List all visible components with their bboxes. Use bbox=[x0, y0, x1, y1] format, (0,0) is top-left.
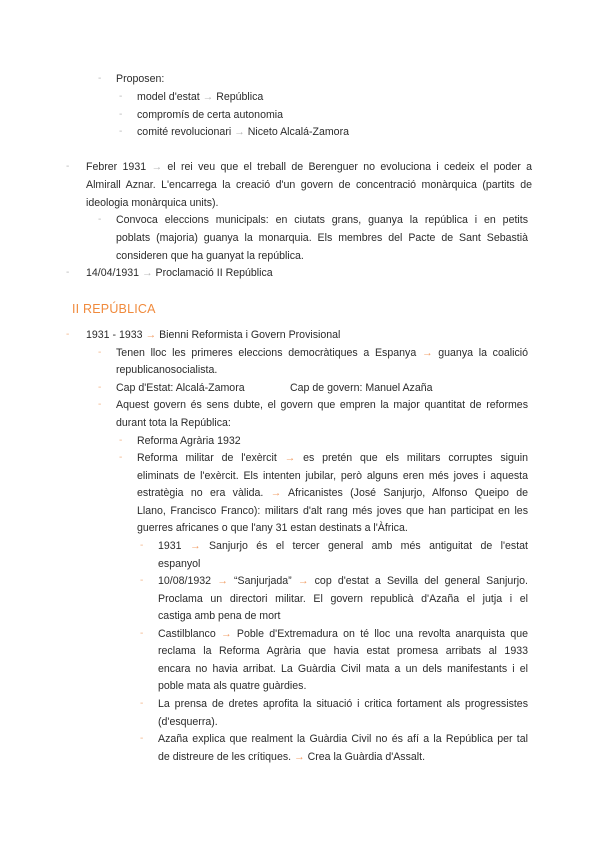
text-line bbox=[158, 539, 528, 553]
text-span: República bbox=[216, 91, 264, 103]
text-span: Tenen lloc les primeres eleccions democràtiques a Espanya bbox=[116, 347, 417, 359]
bullet-dash: - bbox=[140, 628, 144, 639]
bullet-dash: - bbox=[119, 91, 123, 102]
text-line bbox=[137, 90, 263, 104]
text-span: Febrer 1931 bbox=[86, 161, 147, 173]
bullet-dash: - bbox=[119, 126, 123, 137]
text-span: Sanjurjo és el tercer general amb més antiguitat de l'estat bbox=[208, 540, 528, 552]
text-span: 10/08/1932 bbox=[158, 575, 212, 587]
arrow-icon: → bbox=[145, 329, 157, 341]
text-line: Proposen: bbox=[116, 73, 165, 85]
text-line bbox=[116, 346, 528, 360]
bullet-dash: - bbox=[140, 733, 144, 744]
text-span: guanya la coalició bbox=[438, 347, 528, 359]
text-span: 1931 bbox=[158, 540, 182, 552]
bullet-dash: - bbox=[98, 73, 102, 84]
text-line bbox=[158, 574, 528, 588]
text-span: 1931 - 1933 bbox=[86, 329, 143, 341]
text-span: Proclamació II República bbox=[155, 267, 273, 279]
text-line: espanyol bbox=[158, 558, 201, 570]
text-span: el rei veu que el treball de Berenguer no evoluciona i cedeix el poder a bbox=[167, 161, 532, 173]
text-span: model d'estat bbox=[137, 91, 200, 103]
bullet-dash: - bbox=[119, 435, 123, 446]
text-line: guerres africanes o que l'any 31 estan destinats a l'Àfrica. bbox=[137, 522, 408, 534]
arrow-icon: → bbox=[189, 540, 201, 552]
text-line bbox=[158, 627, 528, 641]
bullet-dash: - bbox=[119, 452, 123, 463]
text-span: estratègia no era vàlida. bbox=[137, 487, 264, 499]
text-span: Bienni Reformista i Govern Provisional bbox=[159, 329, 341, 341]
text-line: Cap de govern: Manuel Azaña bbox=[290, 382, 433, 394]
text-line: reclama la Reforma Agrària que havia estat promesa arribats al 1933 bbox=[158, 645, 528, 657]
text-line: ideologia monàrquica units). bbox=[86, 197, 219, 209]
arrow-icon: → bbox=[141, 267, 153, 279]
text-line: republicanosocialista. bbox=[116, 364, 218, 376]
text-line: durant tota la República: bbox=[116, 417, 231, 429]
text-span: es pretén que els militars corruptes siguin bbox=[303, 452, 529, 464]
text-line: Llano, Francisco Franco): militars d'alt rang més joves que han participat en les bbox=[137, 505, 528, 517]
text-span: “Sanjurjada” bbox=[233, 575, 292, 587]
text-line: Proclama un directori militar. El govern republicà d'Azaña el jutja i el bbox=[158, 593, 528, 605]
bullet-dash: - bbox=[140, 540, 144, 551]
text-line bbox=[137, 125, 349, 139]
text-line: poble mata als quatre guàrdies. bbox=[158, 680, 307, 692]
text-span: Africanistes (José Sanjurjo, Alfonso Queipo de bbox=[288, 487, 528, 499]
bullet-dash: - bbox=[98, 382, 102, 393]
text-span: Niceto Alcalá-Zamora bbox=[247, 126, 349, 138]
bullet-dash: - bbox=[66, 267, 70, 278]
section-heading: II REPÚBLICA bbox=[72, 302, 156, 316]
text-line: La prensa de dretes aprofita la situació i critica fortament als progressistes bbox=[158, 698, 528, 710]
arrow-icon: → bbox=[294, 751, 305, 763]
bullet-dash: - bbox=[119, 109, 123, 120]
arrow-icon: → bbox=[270, 487, 282, 499]
text-line bbox=[137, 451, 528, 465]
arrow-icon: → bbox=[234, 126, 245, 138]
bullet-dash: - bbox=[98, 399, 102, 410]
arrow-icon: → bbox=[284, 452, 296, 464]
text-span: cop d'estat a Sevilla del general Sanjurjo. bbox=[314, 575, 528, 587]
text-line: poblats (majoria) guanya la monarquia. Els membres del Pacte de Sant Sebastià bbox=[116, 232, 528, 244]
arrow-icon: → bbox=[217, 575, 228, 587]
text-line bbox=[86, 328, 340, 342]
text-line: eliminats de l'exèrcit. Els intenten jubilar, però alguns eren més joves i aquesta bbox=[137, 470, 528, 482]
text-line: Convoca eleccions municipals: en ciutats grans, guanya la república i en petits bbox=[116, 214, 528, 226]
arrow-icon: → bbox=[151, 161, 163, 173]
text-line: Aquest govern és sens dubte, el govern que empren la major quantitat de reformes bbox=[116, 399, 528, 411]
text-span: comité revolucionari bbox=[137, 126, 232, 138]
bullet-dash: - bbox=[98, 214, 102, 225]
text-line: Almirall Aznar. L'encarrega la creació d'un govern de concentració monàrquica (partits de bbox=[86, 179, 532, 191]
text-span: Crea la Guàrdia d'Assalt. bbox=[307, 751, 426, 763]
arrow-icon: → bbox=[297, 575, 309, 587]
text-line: Azaña explica que realment la Guàrdia Civil no és afí a la República per tal bbox=[158, 733, 528, 745]
text-span: Castilblanco bbox=[158, 628, 216, 640]
text-line: Reforma Agrària 1932 bbox=[137, 435, 241, 447]
text-line: encara no havia arribat. La Guàrdia Civil mata a un dels manifestants i el bbox=[158, 663, 528, 675]
arrow-icon: → bbox=[421, 347, 433, 359]
bullet-dash: - bbox=[98, 347, 102, 358]
text-line bbox=[86, 160, 532, 174]
arrow-icon: → bbox=[221, 628, 232, 640]
text-line: consideren que ha guanyat la república. bbox=[116, 250, 304, 262]
bullet-dash: - bbox=[66, 161, 70, 172]
text-line: compromís de certa autonomia bbox=[137, 109, 284, 121]
text-span: de distreure de les crítiques. bbox=[158, 751, 292, 763]
bullet-dash: - bbox=[140, 575, 144, 586]
arrow-icon: → bbox=[202, 91, 214, 103]
text-line: Cap d'Estat: Alcalá-Zamora bbox=[116, 382, 245, 394]
text-line bbox=[86, 266, 273, 280]
text-line: castiga amb pena de mort bbox=[158, 610, 281, 622]
text-span: 14/04/1931 bbox=[86, 267, 140, 279]
text-span: Poble d'Extremadura on té lloc una revolta anarquista que bbox=[236, 628, 528, 640]
text-line bbox=[137, 486, 528, 500]
bullet-dash: - bbox=[66, 329, 70, 340]
text-line bbox=[158, 750, 425, 764]
text-span: Reforma militar de l'exèrcit bbox=[137, 452, 277, 464]
bullet-dash: - bbox=[140, 698, 144, 709]
text-line: (d'esquerra). bbox=[158, 716, 218, 728]
